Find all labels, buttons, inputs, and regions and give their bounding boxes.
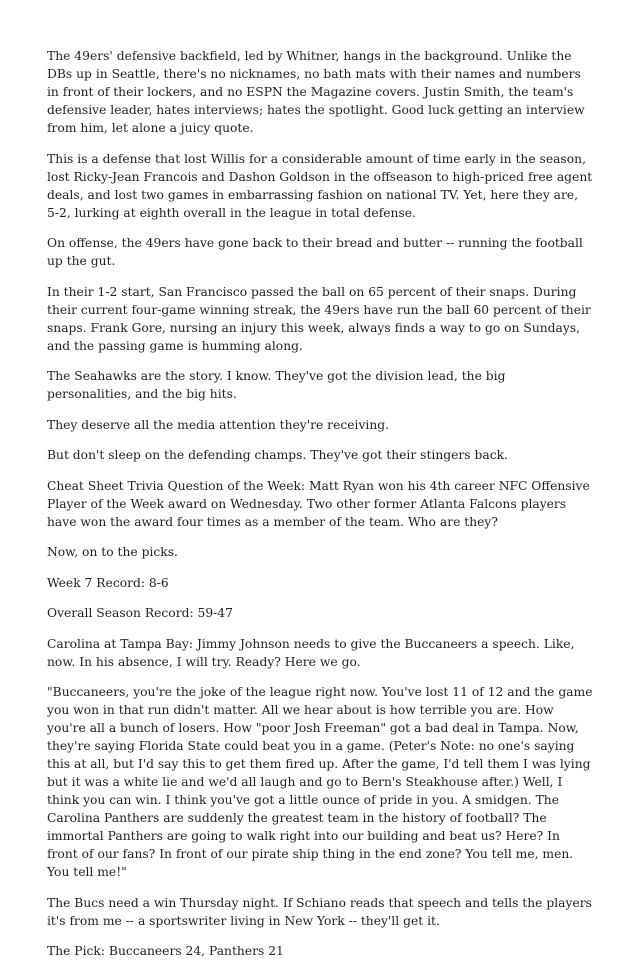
paragraph-seahawks-story: The Seahawks are the story. I know. They've got the division lead, the big personalities, and the big hits. — [47, 369, 506, 401]
paragraph-defending-champs: But don't sleep on the defending champs. They've got their stingers back. — [47, 448, 508, 462]
week-record: Week 7 Record: 8-6 — [47, 575, 169, 590]
paragraph-media-attention: They deserve all the media attention they're receiving. — [47, 417, 390, 432]
paragraph-speech: "Buccaneers, you're the joke of the league right now. You've lost 11 of 12 and the game you won in that run didn't matter. All we hear about is how terrible you are. How you're all a bunch of losers. How "poor Josh Freeman" got a bad deal in Tampa. Now, they're saying Florida State could beat you in a game. (Peter's Note: no one's saying this at all, but I'd say this to get them fired up. After the game, I'd tell them I was lying but it was a white lie and we'd all laugh and go to Bern's Steakhouse after.) Well, I think you can win. I think you've got a little ounce of pride in you. A smidgen. The Carolina Panthers are suddenly the greatest team in the history of football? The immortal Panthers are going to walk right into our building and beat us? Here? In front of our fans? In front of our pirate ship thing in the end zone? You tell me, men. You tell me!" — [47, 685, 593, 879]
the-pick: The Pick: Buccaneers 24, Panthers 21 — [47, 944, 284, 958]
paragraph-on-to-picks: Now, on to the picks. — [47, 545, 178, 559]
paragraph-defense-losses: This is a defense that lost Willis for a considerable amount of time early in the season, lost Ricky-Jean Francois and Dashon Goldson in the offseason to high-priced free agent deals, and lost two games in embarrassing fashion on national TV. Yet, here they are, 5-2, lurking at eighth overall in the league in total defense. — [47, 151, 593, 220]
paragraph-offense: On offense, the 49ers have gone back to their bread and butter -- running the football up the gut. — [47, 236, 583, 268]
season-record: Overall Season Record: 59-47 — [47, 606, 233, 620]
article-body — [47, 47, 593, 973]
paragraph-carolina-tampa: Carolina at Tampa Bay: Jimmy Johnson needs to give the Buccaneers a speech. Like, now. In his absence, I will try. Ready? Here we go. — [47, 636, 575, 669]
paragraph-bucs-need-win: The Bucs need a win Thursday night. If Schiano reads that speech and tells the players it's from me -- a sportswriter living in New York -- they'll get it. — [47, 895, 592, 928]
paragraph-trivia-question: Cheat Sheet Trivia Question of the Week: Matt Ryan won his 4th career NFC Offensive Player of the Week award on Wednesday. Two other former Atlanta Falcons players have won the award four times as a member of the team. Who are they? — [47, 478, 590, 529]
paragraph-49ers-backfield: The 49ers' defensive backfield, led by Whitner, hangs in the background. Unlike the DBs up in Seattle, there's no nicknames, no bath mats with their names and numbers in front of their lockers, and no ESPN the Magazine covers. Justin Smith, the team's defensive leader, hates interviews; hates the spotlight. Good luck getting an interview from him, let alone a juicy quote. — [47, 49, 585, 135]
paragraph-run-pass-stats: In their 1-2 start, San Francisco passed the ball on 65 percent of their snaps. During their current four-game winning streak, the 49ers have run the ball 60 percent of their snaps. Frank Gore, nursing an injury this week, always finds a way to go on Sundays, and the passing game is humming along. — [47, 284, 591, 353]
